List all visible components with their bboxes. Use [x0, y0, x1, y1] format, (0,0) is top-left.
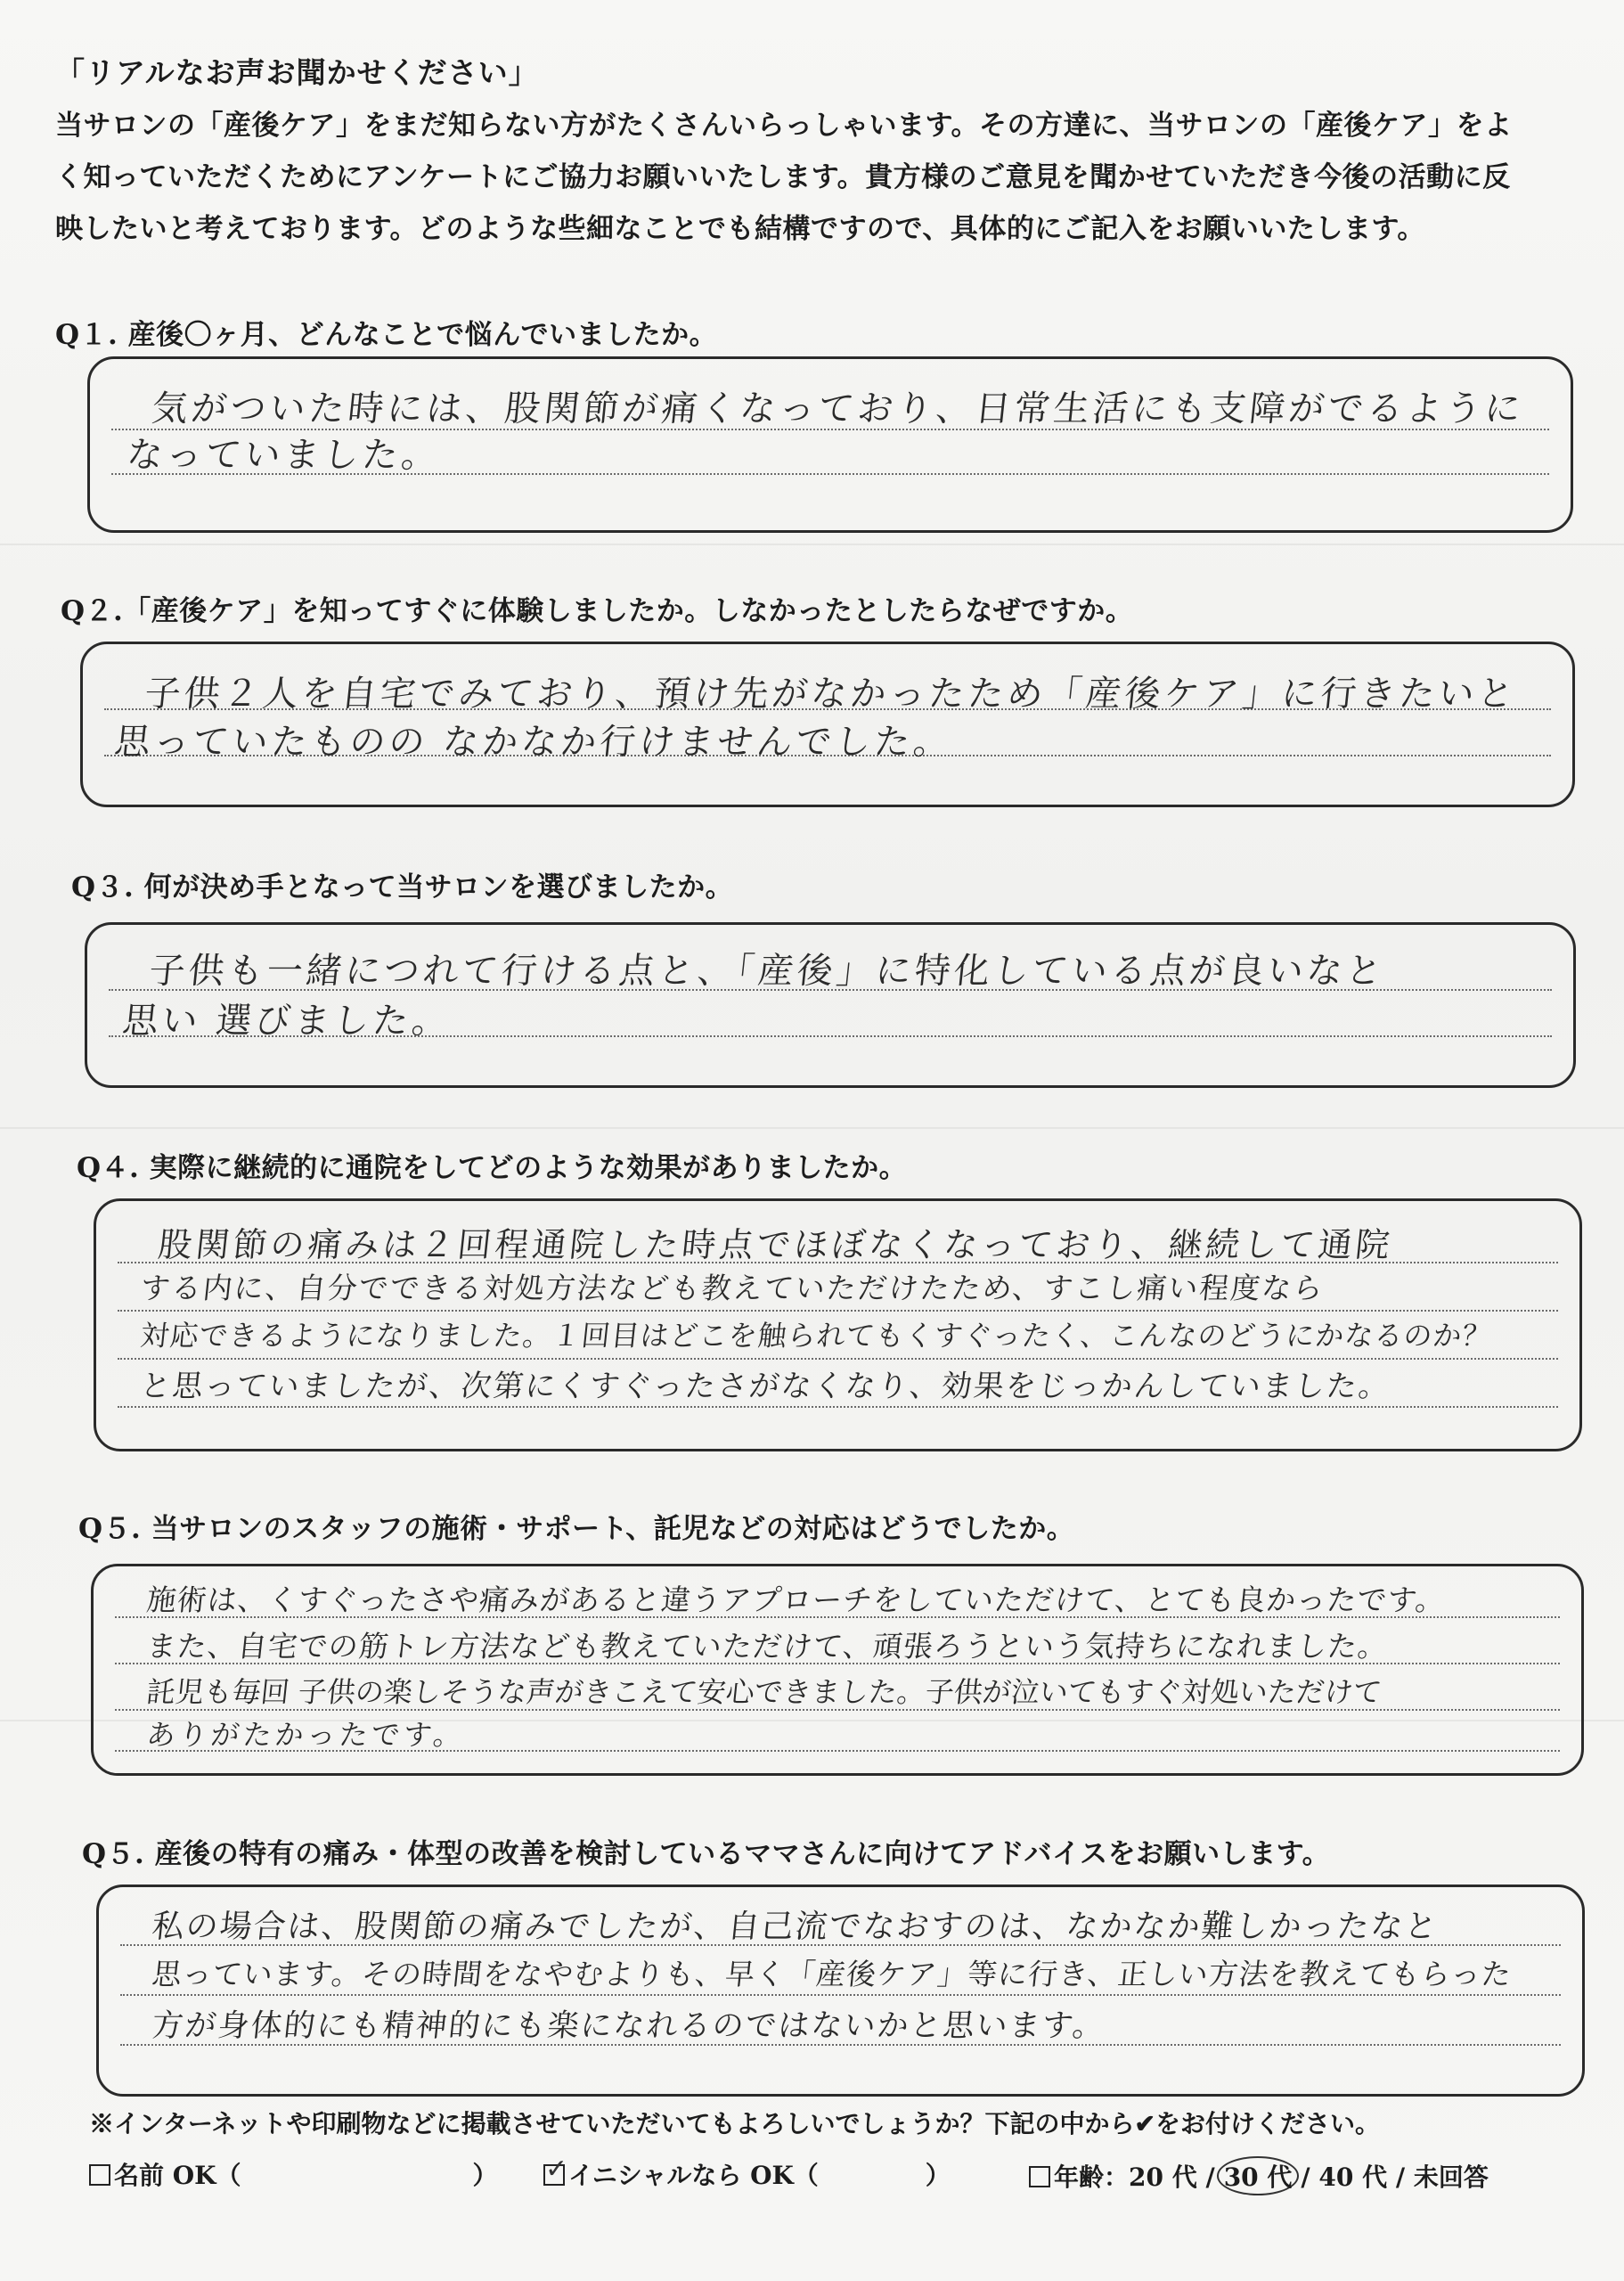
- name-ok-checkbox[interactable]: [89, 2164, 110, 2186]
- answer-box-2: [80, 642, 1575, 807]
- handwritten-answer-line: 股関節の痛みは２回程通院した時点でほぼなくなっており、継続して通院: [156, 1225, 1395, 1264]
- intro-text: [55, 100, 1570, 255]
- handwritten-answer-line: ありがたかったです。: [144, 1718, 468, 1752]
- question-2-label: Q２.「産後ケア」を知ってすぐに体験しましたか。しなかったとしたらなぜですか。: [61, 595, 1134, 627]
- question-4-label: Q４. 実際に継続的に通院をしてどのような効果がありましたか。: [77, 1152, 908, 1184]
- name-ok-label: 名前 OK（: [114, 2161, 241, 2190]
- handwritten-answer-line: 思っていたものの なかなか行けませんでした。: [112, 722, 955, 763]
- answer-box-5: [91, 1564, 1584, 1776]
- handwritten-answer-line: 施術は、くすぐったさや痛みがあると違うアプローチをしていただけて、とても良かったです。: [144, 1582, 1448, 1617]
- age-label: 年齢：20 代 /: [1054, 2162, 1215, 2192]
- answer-box-6: [96, 1884, 1585, 2097]
- age-checkbox[interactable]: [1029, 2166, 1050, 2187]
- handwritten-answer-line: 気がついた時には、股関節が痛くなっており、日常生活にも支障がでるように: [150, 388, 1527, 429]
- answer-box-4: [94, 1198, 1582, 1451]
- initial-ok-label: イニシャルなら OK（: [568, 2161, 819, 2190]
- initial-ok-checkbox[interactable]: [543, 2164, 565, 2186]
- handwritten-answer-line: なっていました。: [125, 435, 444, 476]
- paper-fold: [0, 544, 1624, 545]
- option-age[interactable]: [1029, 2156, 1489, 2195]
- intro-line: く知っていただくためにアンケートにご協力お願いいたします。貴方様のご意見を聞かせていただき今後の活動に反: [55, 161, 1511, 193]
- handwritten-answer-line: 託児も毎回 子供の楽しそうな声がきこえて安心できました。子供が泣いてもすぐ対処いただけて: [144, 1675, 1383, 1709]
- handwritten-answer-line: 私の場合は、股関節の痛みでしたが、自己流でなおすのは、なかなか難しかったなと: [150, 1909, 1440, 1945]
- age-selected-circle: 30 代: [1217, 2156, 1300, 2195]
- question-5-label: Q５. 当サロンのスタッフの施術・サポート、託児などの対応はどうでしたか。: [78, 1513, 1075, 1545]
- age-rest: / 40 代 / 未回答: [1301, 2162, 1489, 2192]
- handwritten-answer-line: 思っています。その時間をなやむよりも、早く「産後ケア」等に行き、正しい方法を教えてもらった: [150, 1957, 1514, 1991]
- name-ok-close: ）: [472, 2161, 498, 2190]
- ruled-line: [118, 1358, 1558, 1360]
- question-6-label: Q５. 産後の特有の痛み・体型の改善を検討しているママさんに向けてアドバイスをお願いします。: [82, 1838, 1331, 1870]
- handwritten-answer-line: また、自宅での筋トレ方法なども教えていただけて、頑張ろうという気持ちになれました。: [144, 1629, 1391, 1664]
- handwritten-answer-line: 子供２人を自宅でみており、預け先がなかったため「産後ケア」に行きたいと: [143, 674, 1520, 715]
- paper-fold: [0, 1127, 1624, 1129]
- handwritten-answer-line: する内に、自分でできる対処方法なども教えていただけたため、すこし痛い程度なら: [138, 1271, 1326, 1305]
- answer-box-3: [85, 922, 1576, 1088]
- answer-box-1: [87, 356, 1573, 533]
- page-title: 「リアルなお声お聞かせください」: [55, 55, 539, 90]
- intro-line: 当サロンの「産後ケア」をまだ知らない方がたくさんいらっしゃいます。その方達に、当サロンの「産後ケア」をよ: [55, 110, 1513, 142]
- handwritten-answer-line: と思っていましたが、次第にくすぐったさがなくなり、効果をじっかんしていました。: [138, 1369, 1393, 1404]
- ruled-line: [118, 1406, 1558, 1408]
- question-3-label: Q３. 何が決め手となって当サロンを選びましたか。: [71, 871, 734, 903]
- intro-line: 映したいと考えております。どのような些細なことでも結構ですので、具体的にご記入をお願いいたします。: [55, 213, 1425, 245]
- publication-consent-note: ※インターネットや印刷物などに掲載させていただいてもよろしいでしょうか？下記の中から✔をお付けください。: [89, 2109, 1380, 2138]
- option-initial-ok[interactable]: [543, 2156, 951, 2192]
- ruled-line: [120, 1994, 1561, 1996]
- handwritten-answer-line: 方が身体的にも精神的にも楽になれるのではないかと思います。: [150, 2008, 1107, 2044]
- initial-ok-close: ）: [925, 2161, 951, 2190]
- handwritten-answer-line: 思い 選びました。: [120, 1001, 453, 1042]
- option-name-ok[interactable]: [89, 2156, 498, 2192]
- ruled-line: [118, 1310, 1558, 1312]
- question-1-label: Q１. 産後〇ヶ月、どんなことで悩んでいましたか。: [55, 319, 718, 351]
- handwritten-answer-line: 対応できるようになりました。１回目はどこを触られてもくすぐったく、こんなのどうにかなるのか？: [138, 1319, 1494, 1353]
- handwritten-answer-line: 子供も一緒につれて行ける点と、「産後」に特化している点が良いなと: [147, 951, 1388, 992]
